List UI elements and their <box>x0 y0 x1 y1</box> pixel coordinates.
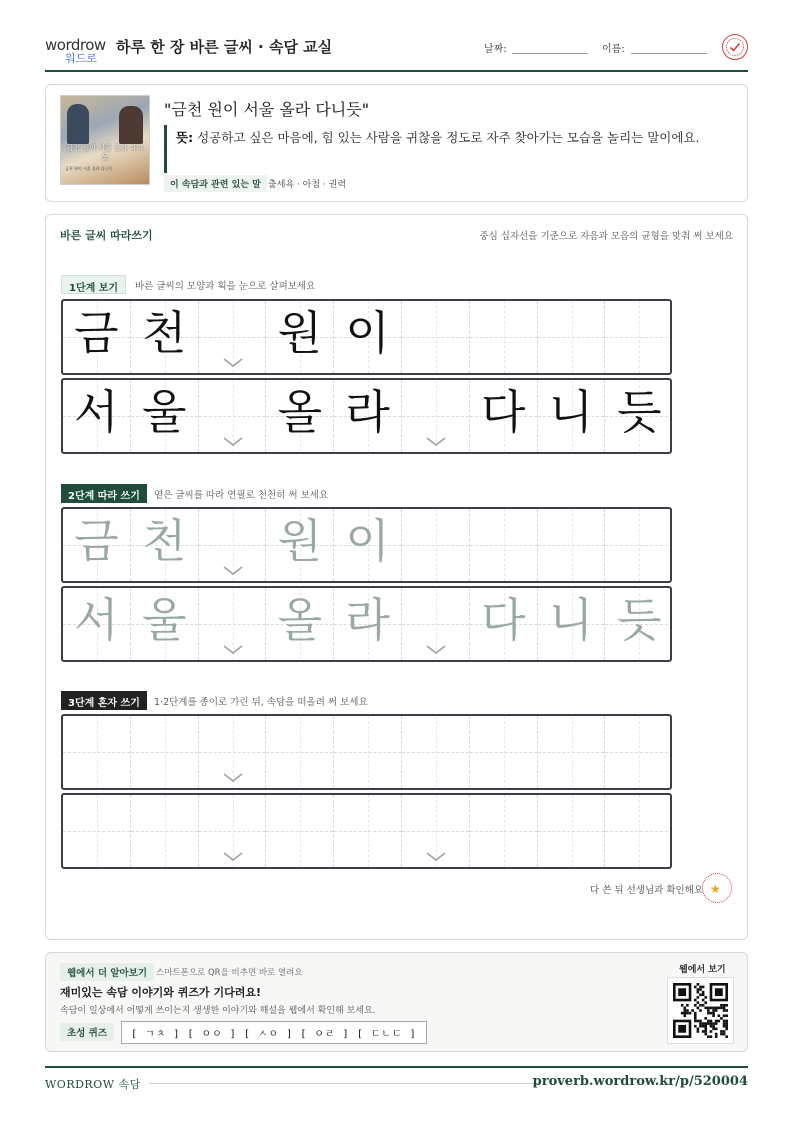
qr-module <box>683 1007 686 1010</box>
qr-module <box>707 1012 710 1015</box>
qr-module <box>702 1025 705 1028</box>
guide-line-vertical <box>165 795 166 867</box>
guide-line-vertical <box>639 301 640 373</box>
space-marker-icon <box>221 436 245 448</box>
step2-desc: 옅은 글씨를 따라 연필로 천천히 써 보세요 <box>154 490 329 501</box>
qr-module <box>686 1009 689 1012</box>
name-label: 이름: <box>602 44 625 55</box>
qr-module <box>710 1030 713 1033</box>
qr-module <box>697 1020 700 1023</box>
writing-cell[interactable] <box>131 588 199 660</box>
qr-module <box>720 1017 723 1020</box>
guide-line-vertical <box>572 795 573 867</box>
step1-row-2 <box>61 378 672 454</box>
guide-line-vertical <box>639 795 640 867</box>
qr-module <box>699 993 702 996</box>
qr-module <box>704 1017 707 1020</box>
footer-url[interactable]: proverb.wordrow.kr/p/520004 <box>532 1074 748 1089</box>
writing-cell[interactable] <box>266 795 334 867</box>
name-field[interactable] <box>631 53 707 54</box>
web-tag: 웹에서 더 알아보기 <box>60 963 154 981</box>
qr-module <box>704 1007 707 1010</box>
qr-module <box>702 999 705 1002</box>
proverb-meaning <box>176 128 731 147</box>
qr-code-icon[interactable] <box>667 977 734 1044</box>
qr-module <box>697 1030 700 1033</box>
qr-module <box>683 1009 686 1012</box>
qr-module <box>694 1012 697 1015</box>
writing-cell[interactable] <box>334 509 402 581</box>
writing-cell <box>266 301 334 373</box>
qr-module <box>697 1028 700 1031</box>
step3-tag: 3단계 혼자 쓰기 <box>61 691 147 710</box>
qr-module <box>725 1009 728 1012</box>
proverb-card <box>45 84 748 202</box>
step2-row-1[interactable] <box>61 507 672 583</box>
qr-module <box>710 1020 713 1023</box>
qr-module <box>694 1014 697 1017</box>
practice-panel <box>45 214 748 940</box>
qr-module <box>715 1028 718 1031</box>
practice-title: 바른 글씨 따라쓰기 <box>60 229 153 242</box>
illustration-caption: 금천 원이 서울 올라 다니듯 <box>66 144 144 161</box>
qr-module <box>699 1020 702 1023</box>
qr-module <box>725 1035 728 1038</box>
qr-module <box>707 1035 710 1038</box>
qr-module <box>720 1030 723 1033</box>
writing-cell[interactable] <box>402 509 470 581</box>
qr-module <box>723 1007 726 1010</box>
writing-cell <box>605 301 672 373</box>
qr-module <box>725 1025 728 1028</box>
writing-cell <box>538 301 606 373</box>
qr-module <box>697 1007 700 1010</box>
qr-module <box>707 1020 710 1023</box>
writing-character: 원 <box>277 306 322 360</box>
guide-line-vertical <box>504 795 505 867</box>
meaning-label: 뜻: <box>176 130 194 145</box>
qr-module <box>720 1004 723 1007</box>
qr-module <box>710 1022 713 1025</box>
writing-cell <box>402 301 470 373</box>
writing-cell <box>63 301 131 373</box>
qr-module <box>689 1012 692 1015</box>
writing-cell <box>199 380 267 452</box>
qr-module <box>720 1033 723 1036</box>
practice-note: 중심 십자선을 기준으로 자음과 모음의 균형을 맞춰 써 보세요 <box>479 231 733 242</box>
qr-module <box>697 983 700 986</box>
writing-character: 니 <box>548 593 594 647</box>
writing-cell[interactable] <box>199 716 267 788</box>
web-tag-note: 스마트폰으로 QR을 비추면 바로 열려요 <box>156 968 303 978</box>
writing-cell <box>131 380 199 452</box>
writing-cell[interactable] <box>402 795 470 867</box>
guide-line-vertical <box>572 716 573 788</box>
qr-module <box>715 1033 718 1036</box>
writing-cell[interactable] <box>63 716 131 788</box>
writing-cell[interactable] <box>538 795 606 867</box>
qr-module <box>712 1022 715 1025</box>
writing-cell <box>402 380 470 452</box>
writing-cell[interactable] <box>470 716 538 788</box>
qr-module <box>694 999 697 1002</box>
date-field[interactable] <box>512 53 588 54</box>
qr-module <box>697 996 700 999</box>
guide-line-vertical <box>97 795 98 867</box>
qr-module <box>702 1004 705 1007</box>
guide-line-vertical <box>572 301 573 373</box>
qr-module <box>718 1007 721 1010</box>
qr-module <box>691 1009 694 1012</box>
qr-module <box>697 988 700 991</box>
writing-cell[interactable] <box>605 509 672 581</box>
writing-character: 서 <box>74 593 119 647</box>
space-marker-icon <box>221 644 245 656</box>
web-subtext: 속담이 일상에서 어떻게 쓰이는지 생생한 이야기와 해설을 웹에서 확인해 보세요. <box>60 1006 376 1016</box>
writing-cell[interactable] <box>334 716 402 788</box>
writing-cell <box>266 380 334 452</box>
qr-module <box>715 1035 718 1038</box>
qr-module <box>697 991 700 994</box>
qr-module <box>720 1007 723 1010</box>
writing-cell[interactable] <box>199 795 267 867</box>
qr-module <box>723 1009 726 1012</box>
writing-cell[interactable] <box>402 716 470 788</box>
guide-line-vertical <box>436 716 437 788</box>
writing-cell[interactable] <box>131 795 199 867</box>
space-marker-icon <box>424 436 448 448</box>
illustration-figure-right <box>119 106 143 144</box>
writing-cell[interactable] <box>266 716 334 788</box>
guide-line-vertical <box>436 301 437 373</box>
qr-module <box>702 993 705 996</box>
guide-line-vertical <box>368 795 369 867</box>
writing-cell <box>605 380 672 452</box>
writing-cell[interactable] <box>199 509 267 581</box>
qr-module <box>694 1020 697 1023</box>
illustration-figure-left <box>67 104 89 144</box>
writing-cell[interactable] <box>470 509 538 581</box>
guide-line-vertical <box>436 509 437 581</box>
qr-module <box>707 1007 710 1010</box>
writing-character: 다 <box>480 593 526 647</box>
page-header <box>45 28 748 72</box>
writing-cell[interactable] <box>63 795 131 867</box>
qr-module <box>715 1009 718 1012</box>
qr-module <box>694 1017 697 1020</box>
qr-module <box>699 1025 702 1028</box>
writing-cell[interactable] <box>131 509 199 581</box>
step1-row-1 <box>61 299 672 375</box>
writing-cell[interactable] <box>63 588 131 660</box>
guide-line-vertical <box>300 795 301 867</box>
writing-character: 금 <box>74 306 119 360</box>
writing-character: 천 <box>141 306 187 360</box>
space-marker-icon <box>424 644 448 656</box>
writing-cell <box>199 301 267 373</box>
writing-cell <box>131 301 199 373</box>
qr-module <box>699 1022 702 1025</box>
guide-line-vertical <box>639 716 640 788</box>
qr-module <box>725 1004 728 1007</box>
qr-module <box>699 1009 702 1012</box>
space-marker-icon <box>221 565 245 577</box>
footer-rule <box>149 1083 537 1084</box>
space-marker-icon <box>424 851 448 863</box>
qr-module <box>681 1004 684 1007</box>
writing-cell <box>63 380 131 452</box>
qr-module <box>686 1004 689 1007</box>
qr-module <box>723 1022 726 1025</box>
qr-module <box>702 986 705 989</box>
qr-module <box>723 1033 726 1036</box>
writing-character: 올 <box>277 385 322 439</box>
writing-cell[interactable] <box>605 588 672 660</box>
quiz-answer-box: [ ㄱㅊ ] [ ㅇㅇ ] [ ㅅㅇ ] [ ㅇㄹ ] [ ㄷㄴㄷ ] <box>121 1021 427 1044</box>
step1-tag: 1단계 보기 <box>61 275 126 294</box>
writing-cell[interactable] <box>538 509 606 581</box>
check-stamp-icon <box>722 34 748 60</box>
writing-character: 라 <box>345 385 390 439</box>
writing-cell <box>334 380 402 452</box>
proverb-illustration <box>60 95 150 185</box>
qr-module <box>725 1020 728 1023</box>
qr-module <box>715 1022 718 1025</box>
guide-line-vertical <box>165 716 166 788</box>
guide-line-vertical <box>572 509 573 581</box>
writing-character: 원 <box>277 514 322 568</box>
guide-line-vertical <box>97 716 98 788</box>
writing-cell[interactable] <box>334 795 402 867</box>
writing-cell[interactable] <box>538 716 606 788</box>
writing-cell[interactable] <box>605 716 672 788</box>
writing-cell <box>470 380 538 452</box>
qr-module <box>699 986 702 989</box>
qr-module <box>694 1025 697 1028</box>
qr-module <box>707 1009 710 1012</box>
writing-cell[interactable] <box>199 588 267 660</box>
qr-module <box>694 986 697 989</box>
worksheet-title: 하루 한 장 바른 글씨 · 속담 교실 <box>116 38 333 56</box>
qr-module <box>699 1004 702 1007</box>
writing-cell[interactable] <box>63 509 131 581</box>
qr-module <box>725 1022 728 1025</box>
qr-module <box>723 1025 726 1028</box>
writing-cell <box>538 380 606 452</box>
qr-module <box>715 1020 718 1023</box>
web-promo-box <box>45 952 748 1052</box>
related-words: 출세욕 · 아첨 · 권력 <box>268 180 347 190</box>
qr-module <box>707 1022 710 1025</box>
qr-module <box>678 988 686 996</box>
qr-module <box>725 1014 728 1017</box>
writing-cell[interactable] <box>266 588 334 660</box>
qr-module <box>723 1004 726 1007</box>
guide-line-vertical <box>300 716 301 788</box>
qr-module <box>725 1028 728 1031</box>
web-headline: 재미있는 속담 이야기와 퀴즈가 기다려요! <box>60 986 261 999</box>
writing-character: 이 <box>345 514 390 568</box>
logo-wordmark: wordrow <box>45 36 106 54</box>
qr-module <box>712 1009 715 1012</box>
writing-character: 듯 <box>617 385 662 439</box>
logo-korean: 워드로 <box>65 52 97 65</box>
writing-character: 니 <box>548 385 594 439</box>
meaning-accent-bar <box>164 125 167 173</box>
qr-module <box>704 996 707 999</box>
qr-module <box>683 1014 686 1017</box>
step1-desc: 바른 글씨의 모양과 획을 눈으로 살펴보세요 <box>135 281 316 292</box>
qr-module <box>704 1033 707 1036</box>
qr-module <box>704 1022 707 1025</box>
proverb-title: "금천 원이 서울 올라 다니듯" <box>164 100 370 119</box>
qr-module <box>699 988 702 991</box>
space-marker-icon <box>221 772 245 784</box>
step2-row-2[interactable] <box>61 586 672 662</box>
qr-module <box>704 1028 707 1031</box>
guide-line-vertical <box>639 509 640 581</box>
guide-line-vertical <box>368 716 369 788</box>
qr-module <box>715 1007 718 1010</box>
qr-module <box>710 1035 713 1038</box>
teacher-check-text: 다 쓴 뒤 선생님과 확인해요 <box>590 885 704 896</box>
writing-character: 이 <box>345 306 390 360</box>
guide-line-vertical <box>504 301 505 373</box>
writing-cell <box>334 301 402 373</box>
writing-character: 서 <box>74 385 119 439</box>
qr-module <box>702 1030 705 1033</box>
guide-line-vertical <box>504 716 505 788</box>
qr-module <box>704 1001 707 1004</box>
qr-module <box>723 1014 726 1017</box>
qr-module <box>723 1030 726 1033</box>
guide-line-vertical <box>504 509 505 581</box>
qr-module <box>723 1020 726 1023</box>
qr-module <box>718 1020 721 1023</box>
date-label: 날짜: <box>484 44 507 55</box>
wordrow-logo <box>45 34 109 68</box>
qr-module <box>712 1007 715 1010</box>
qr-module <box>686 1012 689 1015</box>
writing-cell[interactable] <box>402 588 470 660</box>
writing-character: 듯 <box>617 593 662 647</box>
qr-module <box>704 1030 707 1033</box>
qr-module <box>697 1001 700 1004</box>
qr-module <box>702 1022 705 1025</box>
qr-module <box>712 1028 715 1031</box>
qr-module <box>718 1014 721 1017</box>
qr-module <box>704 1025 707 1028</box>
qr-module <box>712 1012 715 1015</box>
qr-module <box>715 988 723 996</box>
qr-module <box>681 1012 684 1015</box>
qr-module <box>678 1025 686 1033</box>
illustration-small-text: 금천 원이 서울 올라 다니듯 <box>65 166 113 171</box>
writing-cell[interactable] <box>131 716 199 788</box>
qr-module <box>710 1007 713 1010</box>
writing-cell[interactable] <box>470 588 538 660</box>
space-marker-icon <box>221 357 245 369</box>
footer-brand: WORDROW 속담 <box>45 1078 141 1091</box>
writing-cell[interactable] <box>266 509 334 581</box>
writing-cell[interactable] <box>605 795 672 867</box>
writing-cell[interactable] <box>334 588 402 660</box>
writing-cell[interactable] <box>538 588 606 660</box>
space-marker-icon <box>221 851 245 863</box>
related-label: 이 속담과 관련 있는 말 <box>164 175 267 192</box>
writing-cell <box>470 301 538 373</box>
step3-row-2[interactable] <box>61 793 672 869</box>
qr-label: 웹에서 보기 <box>679 965 726 975</box>
footer-divider <box>45 1066 748 1068</box>
star-icon: ★ <box>710 882 721 896</box>
qr-module <box>683 1012 686 1015</box>
writing-character: 천 <box>141 514 187 568</box>
qr-module <box>710 1025 713 1028</box>
qr-module <box>712 1014 715 1017</box>
qr-module <box>710 1012 713 1015</box>
writing-character: 울 <box>141 593 187 647</box>
qr-module <box>694 1004 697 1007</box>
step3-desc: 1·2단계를 종이로 가린 뒤, 속담을 떠올려 써 보세요 <box>154 697 368 708</box>
writing-character: 다 <box>480 385 526 439</box>
step3-row-1[interactable] <box>61 714 672 790</box>
meaning-text: 성공하고 싶은 마음에, 힘 있는 사람을 귀찮을 정도로 자주 찾아가는 모습을 놀리는 말이에요. <box>197 130 700 145</box>
qr-module <box>712 1025 715 1028</box>
writing-character: 울 <box>141 385 187 439</box>
quiz-label: 초성 퀴즈 <box>60 1023 114 1041</box>
writing-character: 올 <box>277 593 322 647</box>
qr-module <box>702 991 705 994</box>
teacher-stamp-icon <box>702 873 732 903</box>
writing-character: 라 <box>345 593 390 647</box>
writing-cell[interactable] <box>470 795 538 867</box>
step2-tag: 2단계 따라 쓰기 <box>61 484 147 503</box>
writing-character: 금 <box>74 514 119 568</box>
